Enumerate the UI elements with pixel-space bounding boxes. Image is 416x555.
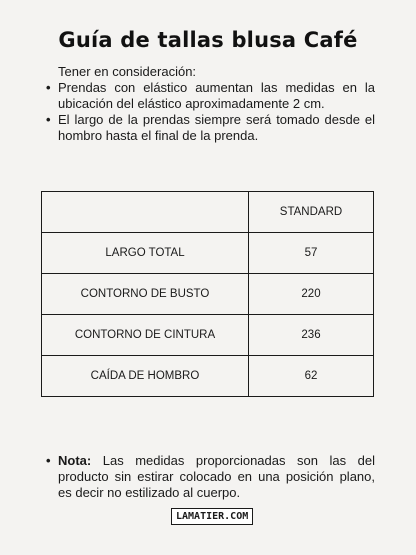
considerations-list (46, 80, 375, 144)
measure-value: 220 (249, 274, 374, 315)
list-item (46, 80, 375, 112)
footnote-label: Nota: (58, 453, 92, 468)
footnote-section (46, 453, 375, 501)
table-row (42, 274, 374, 315)
table-row (42, 315, 374, 356)
table-header-row (42, 192, 374, 233)
header-empty-cell (42, 192, 249, 233)
list-item-text: El largo de la prendas siempre será tomado desde el hombro hasta el final de la prenda. (58, 112, 375, 143)
measure-label: CAÍDA DE HOMBRO (42, 356, 249, 397)
list-item (46, 112, 375, 144)
table-row (42, 356, 374, 397)
measure-value: 62 (249, 356, 374, 397)
bullet-icon: • (46, 453, 51, 468)
bullet-icon: • (46, 112, 51, 127)
brand-logo: LAMATIER.COM (171, 508, 253, 525)
considerations-section (46, 64, 375, 144)
measure-label: CONTORNO DE BUSTO (42, 274, 249, 315)
footnote-text: Las medidas proporcionadas son las del producto sin estirar colocado en una posición plano, es decir no estilizado al cuerpo. (58, 453, 375, 500)
measure-label: CONTORNO DE CINTURA (42, 315, 249, 356)
list-item-text: Prendas con elástico aumentan las medidas en la ubicación del elástico aproximadamente 2 cm. (58, 80, 375, 111)
measure-value: 57 (249, 233, 374, 274)
measure-value: 236 (249, 315, 374, 356)
size-table (41, 191, 374, 397)
table-row (42, 233, 374, 274)
page-title: Guía de tallas blusa Café (58, 28, 358, 52)
measure-label: LARGO TOTAL (42, 233, 249, 274)
bullet-icon: • (46, 80, 51, 95)
considerations-intro: Tener en consideración: (58, 64, 197, 79)
header-standard: STANDARD (249, 192, 374, 233)
